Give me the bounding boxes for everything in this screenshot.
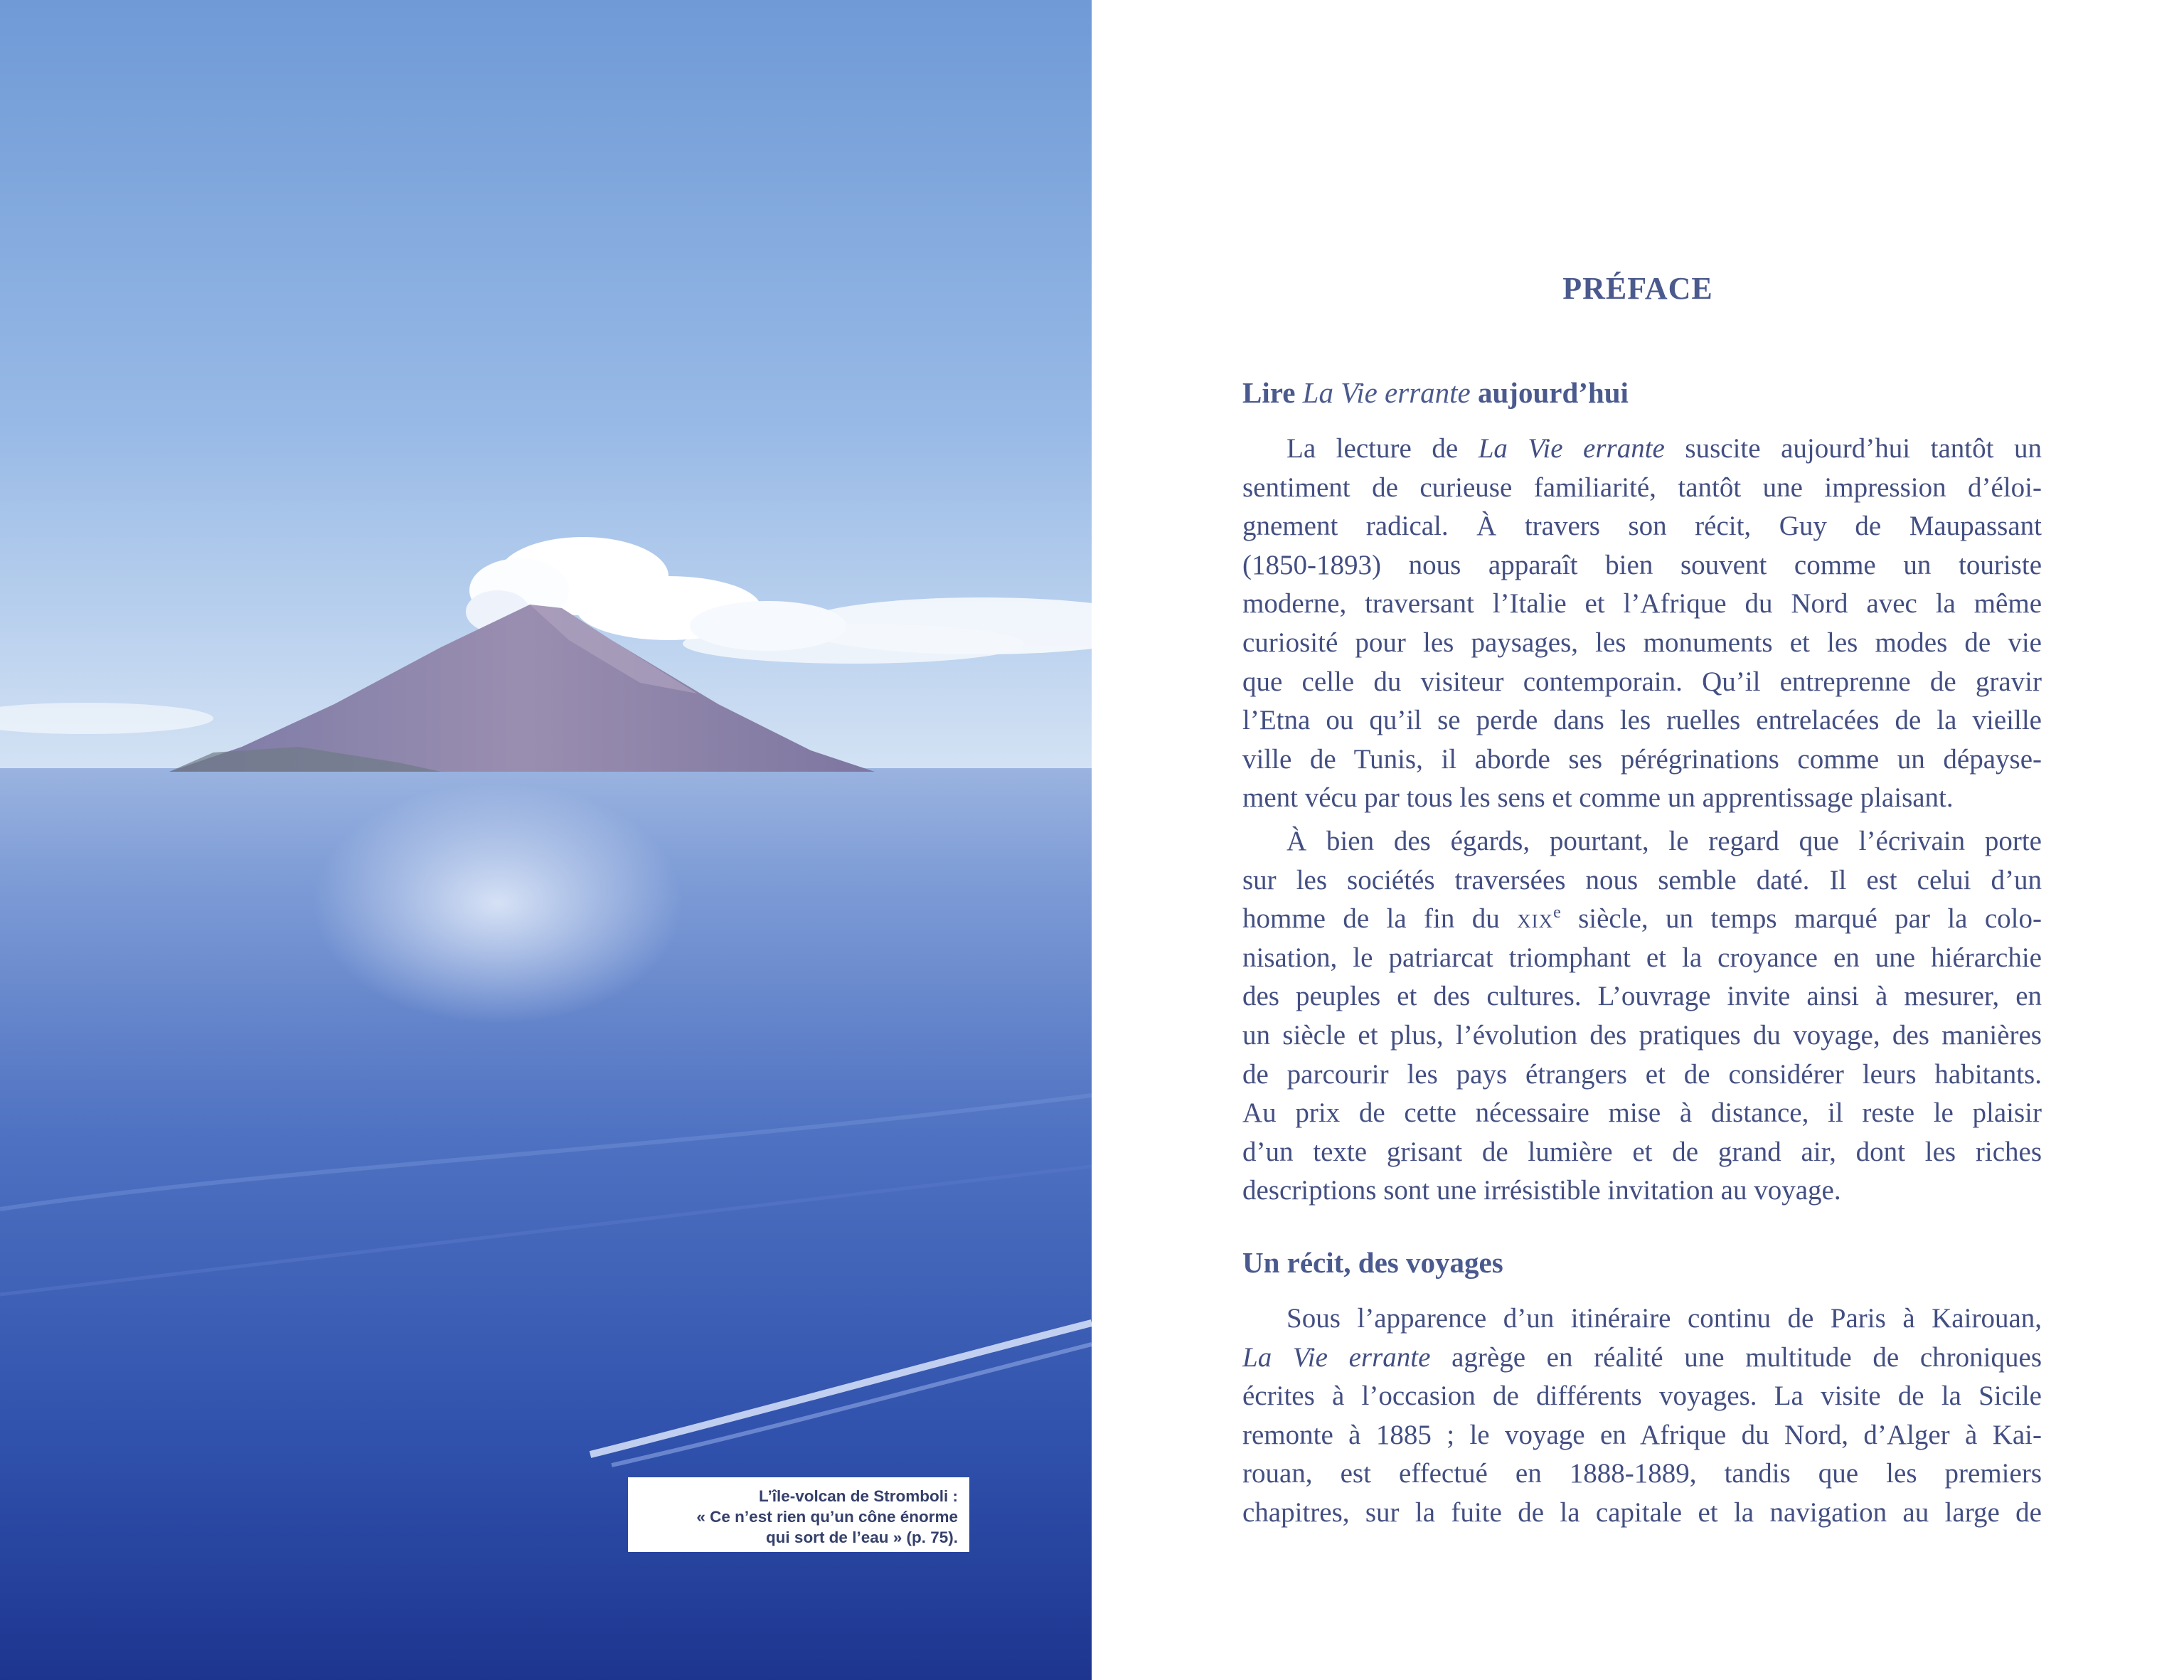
caption-line-3: qui sort de l’eau » (p. 75). [765,1529,958,1546]
text-line: (1850-1893) nous apparaît bien souvent comme un touriste [1242,549,2042,580]
text-line: Sous l’apparence d’un itinéraire continu de Paris à Kairouan, [1287,1303,2042,1334]
text-line: curiosité pour les paysages, les monuments et les modes de vie [1242,627,2042,658]
text-line: l’Etna ou qu’il se perde dans les ruelles entrelacées de la vieille [1242,705,2042,736]
text-line: À bien des égards, pourtant, le regard que l’écrivain porte [1287,826,2042,856]
paragraph-1 [1242,430,2042,818]
book-title-italic: La Vie errante [1478,433,1665,464]
preface-page [1092,0,2184,1680]
text-line: écrites à l’occasion de différents voyages. La visite de la Sicile [1242,1381,2042,1412]
century-numeral: xix [1517,903,1554,935]
text-line: ment vécu par tous les sens et comme un apprentissage plaisant. [1242,782,1954,814]
text-line: homme de la fin du xix$^e$ siècle, un temps marqué par la colo- [1242,903,2042,935]
text-line: descriptions sont une irrésistible invitation au voyage. [1242,1175,1841,1206]
text-line: moderne, traversant l’Italie et l’Afrique du Nord avec la même [1242,588,2042,620]
heading-text: Lire [1242,376,1303,409]
text-line: des peuples et des cultures. L’ouvrage invite ainsi à mesurer, en [1242,981,2042,1012]
text-line: d’un texte grisant de lumière et de grand air, dont les riches [1242,1136,2042,1167]
text-line: de parcourir les pays étrangers et de considérer leurs habitants. [1242,1058,2042,1090]
text-line: que celle du visiteur contemporain. Qu’il entreprenne de gravir [1242,666,2042,697]
text-line: La lecture de La Vie errante suscite aujourd’hui tantôt un [1287,433,2042,464]
text-line: un siècle et plus, l’évolution des pratiques du voyage, des manières [1242,1019,2042,1051]
text-line: ville de Tunis, il aborde ses pérégrinations comme un dépayse- [1242,743,2042,775]
paragraph-3 [1242,1299,2042,1533]
section-heading-2: Un récit, des voyages [1242,1246,1503,1279]
chapter-title: PRÉFACE [1562,271,1713,306]
caption-line-1: L’île-volcan de Stromboli : [758,1487,958,1505]
text-line: chapitres, sur la fuite de la capitale et la navigation au large de [1242,1496,2042,1528]
text-line: sentiment de curieuse familiarité, tantôt une impression d’éloi- [1242,472,2042,503]
superscript: e [1553,903,1561,923]
text-line: La Vie errante agrège en réalité une multitude de chroniques [1242,1341,2042,1373]
photo-caption [628,1477,969,1552]
caption-line-2: « Ce n’est rien qu’un cône énorme [696,1508,958,1526]
book-title-italic: La Vie errante [1242,1341,1431,1373]
text-line: nisation, le patriarcat triomphant et la croyance en une hiérarchie [1242,942,2042,973]
heading-title-italic: La Vie errante [1302,376,1471,409]
text-line: remonte à 1885 ; le voyage en Afrique du Nord, d’Alger à Kai- [1242,1419,2042,1450]
text-line: sur les sociétés traversées nous semble daté. Il est celui d’un [1242,864,2042,895]
text-line: Au prix de cette nécessaire mise à distance, il reste le plaisir [1242,1097,2042,1129]
text-line: gnement radical. À travers son récit, Guy de Maupassant [1242,511,2042,542]
paragraph-2 [1242,822,2042,1211]
heading-text: aujourd’hui [1470,376,1629,409]
text-line: rouan, est effectué en 1888-1889, tandis que les premiers [1242,1458,2042,1489]
section-heading-1 [1242,373,1629,412]
